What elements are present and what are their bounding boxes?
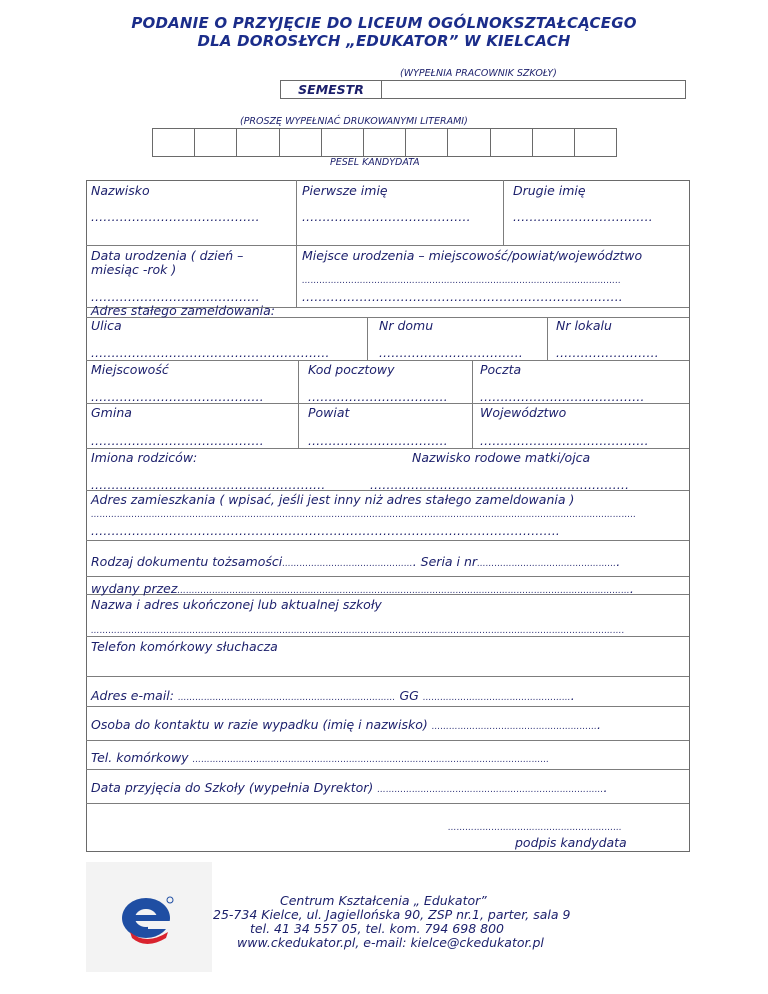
footer-org: Centrum Kształcenia „ Edukator” — [280, 893, 487, 908]
input-poczta[interactable]: ........................................ — [480, 390, 645, 404]
label-nazwisko-rodowe: Nazwisko rodowe matki/ojca — [412, 450, 591, 465]
pesel-cell[interactable] — [280, 129, 322, 156]
pesel-field[interactable] — [152, 128, 617, 157]
label-powiat: Powiat — [308, 405, 350, 420]
input-nazwa-szkoly[interactable]: …………………………………………………………………………………………………………………………………………………………………. — [91, 626, 625, 636]
label-rodzaj-dokumentu: Rodzaj dokumentu tożsamości………………………………………. Seria i nr…………………………………………. — [91, 554, 621, 569]
footer-phones: tel. 41 34 557 05, tel. kom. 794 698 800 — [250, 921, 504, 936]
edukator-e-icon — [86, 862, 212, 972]
label-miejscowosc: Miejscowość — [91, 362, 169, 377]
label-data-urodzenia: Data urodzenia ( dzień – — [91, 248, 244, 263]
input-adres-zamieszkania-2[interactable]: .................................................................................................................. — [91, 524, 561, 538]
label-wojewodztwo: Województwo — [480, 405, 567, 420]
label-nr-domu: Nr domu — [379, 318, 434, 333]
label-data-urodzenia-2: miesiąc -rok ) — [91, 262, 177, 277]
input-miejscowosc[interactable]: .......................................... — [91, 390, 264, 404]
label-poczta: Poczta — [480, 362, 522, 377]
label-telefon: Telefon komórkowy słuchacza — [91, 639, 278, 654]
label-tel-komorkowy: Tel. komórkowy …………………………………………………………………………………………………………… — [91, 750, 550, 765]
pesel-cell[interactable] — [364, 129, 406, 156]
label-gmina: Gmina — [91, 405, 132, 420]
pesel-cell[interactable] — [406, 129, 448, 156]
label-kod-pocztowy: Kod pocztowy — [308, 362, 395, 377]
pesel-cell[interactable] — [448, 129, 490, 156]
label-ulica: Ulica — [91, 318, 122, 333]
pesel-cell[interactable] — [533, 129, 575, 156]
input-nazwisko[interactable]: ......................................... — [91, 210, 260, 224]
pesel-cell[interactable] — [153, 129, 195, 156]
input-drugie-imie[interactable]: .................................. — [513, 210, 653, 224]
footer-address: 25-734 Kielce, ul. Jagiellońska 90, ZSP nr.1, parter, sala 9 — [213, 907, 571, 922]
input-powiat[interactable]: .................................. — [308, 434, 448, 448]
pesel-cell[interactable] — [575, 129, 616, 156]
form-title-line2: DLA DOROSŁYCH „EDUKATOR” W KIELCACH — [197, 32, 571, 50]
semestr-label: SEMESTR — [281, 81, 382, 98]
label-osoba-kontaktowa: Osoba do kontaktu w razie wypadku (imię i nazwisko) …………………………………………………. — [91, 717, 602, 732]
pesel-label: PESEL KANDYDATA — [330, 157, 420, 168]
label-miejsce-urodzenia: Miejsce urodzenia – miejscowość/powiat/województwo — [302, 248, 643, 263]
pesel-note: (PROSZĘ WYPEŁNIAĆ DRUKOWANYMI LITERAMI) — [240, 116, 468, 127]
input-data-urodzenia[interactable]: ......................................... — [91, 290, 260, 304]
footer-website-link[interactable]: www.ckedukator.pl — [237, 935, 356, 950]
input-ulica[interactable]: .......................................................... — [91, 346, 330, 360]
label-data-przyjecia: Data przyjęcia do Szkoły (wypełnia Dyrektor) ……………………………………………………………………. — [91, 780, 608, 795]
label-drugie-imie: Drugie imię — [513, 183, 586, 198]
input-gmina[interactable]: .......................................... — [91, 434, 264, 448]
input-wojewodztwo[interactable]: ......................................... — [480, 434, 649, 448]
input-adres-zamieszkania-1[interactable]: …………………………………………………………………………………………………………………………………………………………………….. — [91, 510, 637, 520]
input-kod-pocztowy[interactable]: .................................. — [308, 390, 448, 404]
label-nr-lokalu: Nr lokalu — [556, 318, 612, 333]
footer-contact: www.ckedukator.pl, e-mail: kielce@ckedukator.pl — [237, 935, 544, 950]
form-title-line1: PODANIE O PRZYJĘCIE DO LICEUM OGÓLNOKSZTAŁCĄCEGO — [131, 14, 637, 32]
pesel-cell[interactable] — [491, 129, 533, 156]
signature-line[interactable]: …………………………………………………… — [448, 823, 622, 833]
semestr-field[interactable] — [280, 80, 686, 99]
input-nr-lokalu[interactable]: ......................... — [556, 346, 659, 360]
input-pierwsze-imie[interactable]: ......................................... — [302, 210, 471, 224]
input-miejsce-urodzenia-1[interactable]: ……………………………………………………………………………………………….. — [302, 276, 622, 286]
label-pierwsze-imie: Pierwsze imię — [302, 183, 388, 198]
input-imiona-rodzicow[interactable]: ......................................................... — [91, 478, 326, 492]
label-wydany-przez: wydany przez…………………………………………………………………………………………………………………………………………. — [91, 581, 634, 596]
input-nazwisko-rodowe[interactable]: ............................................................... — [370, 478, 630, 492]
edukator-logo — [86, 862, 212, 972]
label-adres-stalego: Adres stałego zameldowania: — [91, 303, 276, 318]
label-adres-zamieszkania: Adres zamieszkania ( wpisać, jeśli jest inny niż adres stałego zameldowania ) — [91, 492, 575, 507]
label-podpis: podpis kandydata — [515, 835, 627, 850]
label-imiona-rodzicow: Imiona rodziców: — [91, 450, 198, 465]
input-nr-domu[interactable]: ................................... — [379, 346, 524, 360]
label-nazwa-szkoly: Nazwa i adres ukończonej lub aktualnej szkoły — [91, 597, 382, 612]
pesel-cell[interactable] — [195, 129, 237, 156]
label-nazwisko: Nazwisko — [91, 183, 150, 198]
semestr-note: (WYPEŁNIA PRACOWNIK SZKOŁY) — [400, 68, 557, 79]
input-miejsce-urodzenia-2[interactable]: .............................................................................. — [302, 290, 623, 304]
pesel-cell[interactable] — [322, 129, 364, 156]
label-email: Adres e-mail: ………………………………………………………………… GG ……………………………………………. — [91, 688, 575, 703]
pesel-cell[interactable] — [237, 129, 279, 156]
